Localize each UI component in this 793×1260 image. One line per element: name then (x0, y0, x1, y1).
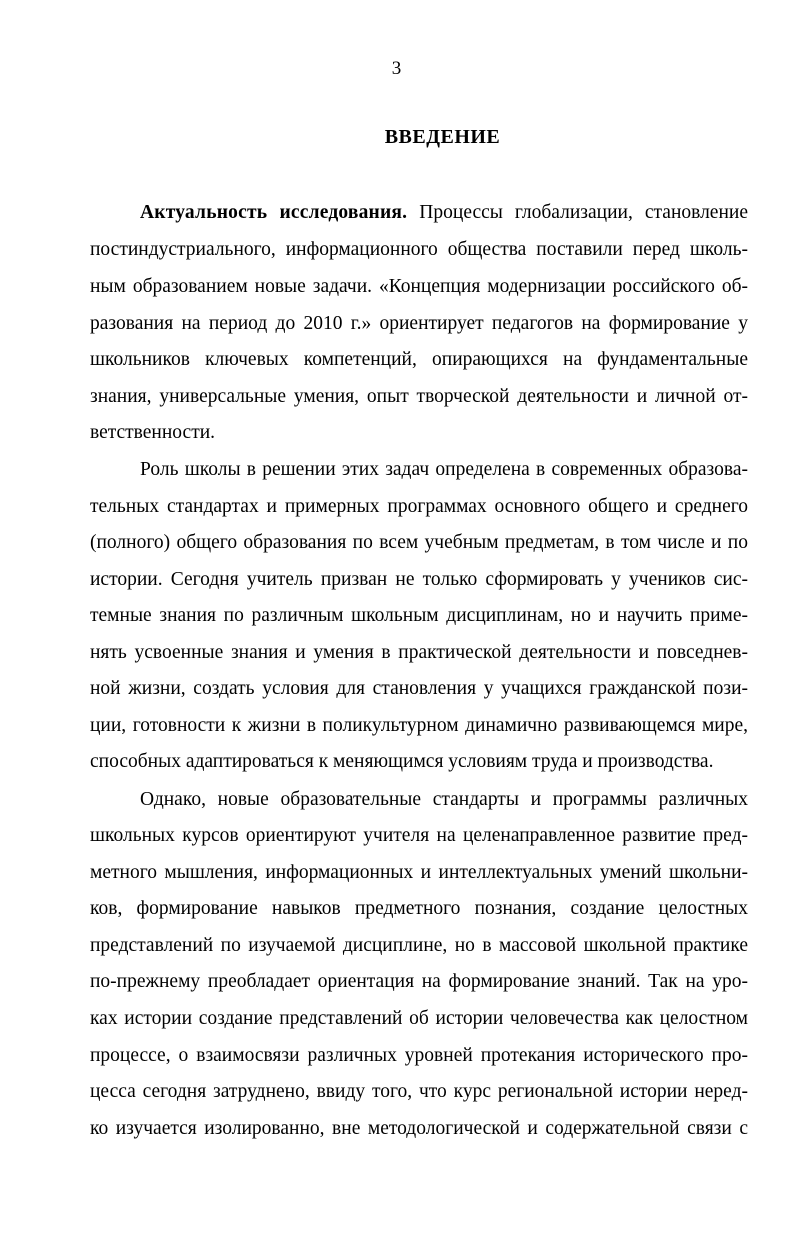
page-number: 3 (391, 58, 402, 79)
paragraph-2-line: истории. Сегодня учитель призван не только сформировать у учеников сис- (90, 569, 748, 590)
paragraph-2-line: Роль школы в решении этих задач определена в современных образова- (140, 459, 748, 480)
section-title: ВВЕДЕНИЕ (384, 126, 501, 148)
paragraph-1-line: ным образованием новые задачи. «Концепция модернизации российского об- (90, 276, 748, 297)
paragraph-2-line: ной жизни, создать условия для становления у учащихся гражданской пози- (90, 678, 748, 699)
paragraph-3-line: цесса сегодня затруднено, ввиду того, что курс региональной истории неред- (90, 1081, 748, 1102)
paragraph-3-line: представлений по изучаемой дисциплине, но в массовой школьной практике (90, 935, 748, 956)
paragraph-2-line: способных адаптироваться к меняющимся условиям труда и производства. (90, 751, 714, 772)
paragraph-1-line: ветственности. (90, 422, 216, 443)
paragraph-2-line: нять усвоенные знания и умения в практической деятельности и повседнев- (90, 642, 748, 663)
paragraph-1-lead: Актуальность исследования. (140, 202, 408, 223)
paragraph-3-line: Однако, новые образовательные стандарты и программы различных (140, 789, 748, 810)
paragraph-2-line: (полного) общего образования по всем учебным предметам, в том числе и по (90, 532, 748, 553)
paragraph-1-line: постиндустриального, информационного общества поставили перед школь- (90, 239, 748, 260)
paragraph-3-line: метного мышления, информационных и интеллектуальных умений школьни- (90, 862, 748, 883)
paragraph-2-line: ции, готовности к жизни в поликультурном динамично развивающемся мире, (90, 715, 748, 736)
paragraph-1-lead-rest: Процессы глобализации, становление (407, 202, 748, 223)
paragraph-3-line: по-прежнему преобладает ориентация на формирование знаний. Так на уро- (90, 971, 748, 992)
paragraph-1-line-1 (140, 200, 748, 226)
paragraph-3-line: школьных курсов ориентируют учителя на целенаправленное развитие пред- (90, 825, 748, 846)
paragraph-3-line: процессе, о взаимосвязи различных уровней протекания исторического про- (90, 1045, 748, 1066)
paragraph-3-line: ко изучается изолированно, вне методологической и содержательной связи с (90, 1118, 748, 1139)
paragraph-1-line: разования на период до 2010 г.» ориентирует педагогов на формирование у (90, 313, 748, 334)
paragraph-3-line: ков, формирование навыков предметного познания, создание целостных (90, 898, 748, 919)
paragraph-2-line: темные знания по различным школьным дисциплинам, но и научить приме- (90, 605, 748, 626)
paragraph-1-line: школьников ключевых компетенций, опирающихся на фундаментальные (90, 349, 748, 370)
paragraph-2-line: тельных стандартах и примерных программах основного общего и среднего (90, 496, 748, 517)
paragraph-3-line: ках истории создание представлений об истории человечества как целостном (90, 1008, 748, 1029)
paragraph-1-line: знания, универсальные умения, опыт творческой деятельности и личной от- (90, 386, 748, 407)
